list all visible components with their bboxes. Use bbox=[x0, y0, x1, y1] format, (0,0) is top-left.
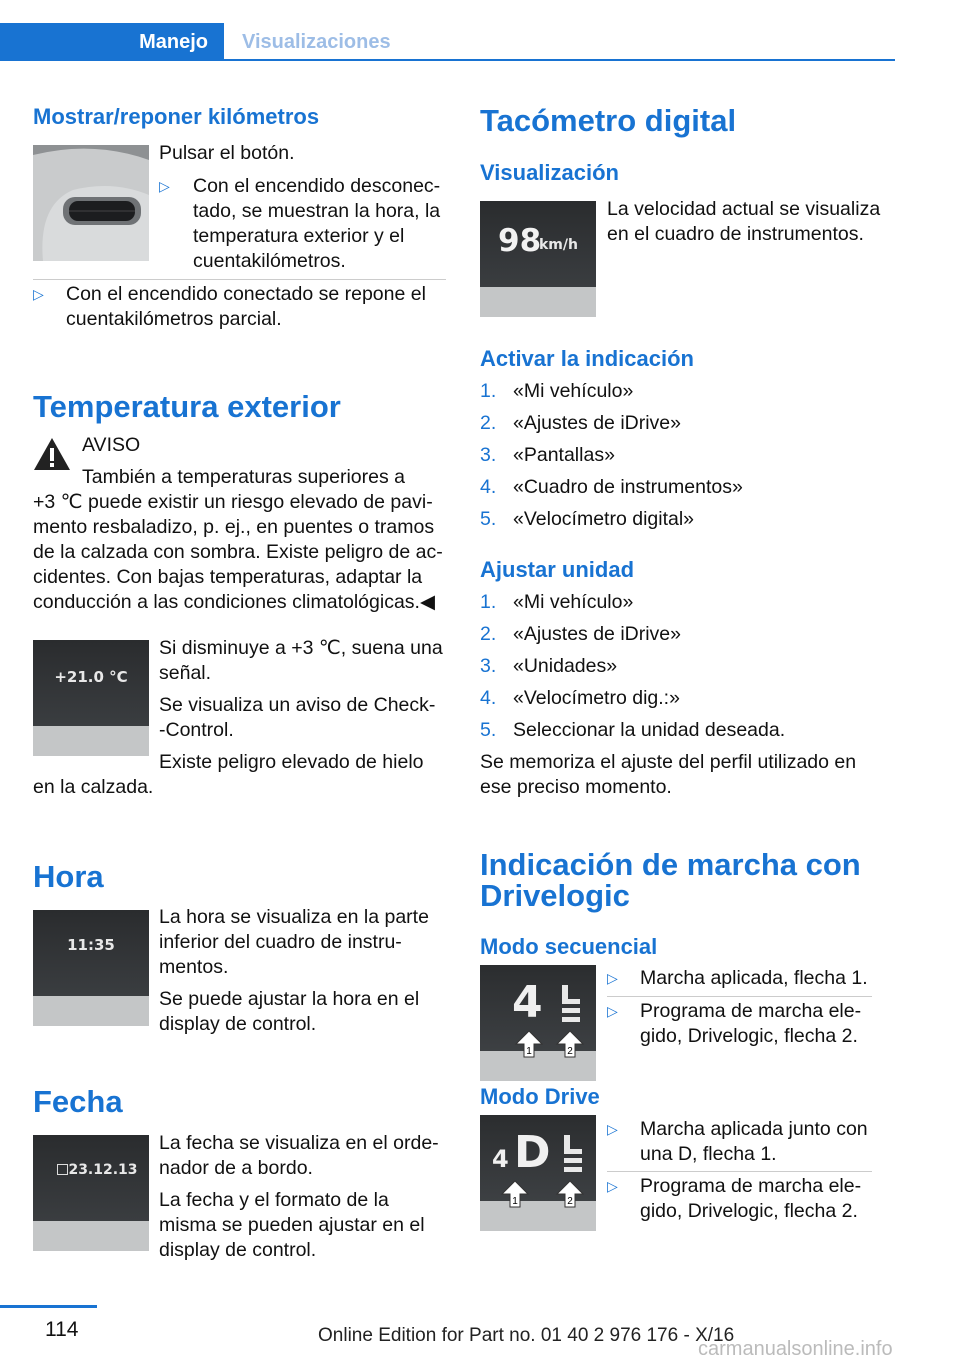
drivelogic-bars-icon bbox=[560, 983, 584, 1023]
bullet-line: temperatura exterior y el bbox=[193, 225, 405, 247]
tab-visualizaciones[interactable]: Visualizaciones bbox=[242, 31, 391, 53]
tacometro-title: Tacómetro digital bbox=[480, 103, 737, 138]
bullet-line: Con el encendido desconec- bbox=[193, 175, 441, 197]
triangle-bullet-icon: ▷ bbox=[607, 1003, 618, 1019]
bullet-line: cuentakilómetros. bbox=[193, 250, 346, 272]
arrow-1-icon bbox=[514, 1029, 544, 1059]
temp-text-line: señal. bbox=[159, 662, 212, 684]
speed-unit: km/h bbox=[539, 237, 578, 253]
activar-title: Activar la indicación bbox=[480, 346, 694, 371]
marcha-title-line2: Drivelogic bbox=[480, 878, 630, 913]
tab-manejo[interactable]: Manejo bbox=[0, 23, 224, 61]
drivelogic-bars-icon bbox=[562, 1133, 586, 1173]
arrow-2-icon bbox=[555, 1029, 585, 1059]
triangle-bullet-icon: ▷ bbox=[607, 970, 618, 986]
aviso-line: mento resbaladizo, p. ej., en puentes o tramos bbox=[33, 516, 435, 538]
aviso-line: cidentes. Con bajas temperaturas, adaptar la bbox=[33, 566, 423, 588]
hora-text-line: Se puede ajustar la hora en el bbox=[159, 988, 420, 1010]
speed-display-image bbox=[480, 201, 596, 317]
arrow-label-2: 2 bbox=[567, 1196, 573, 1207]
watermark: carmanualsonline.info bbox=[698, 1338, 893, 1360]
visual-text-line: en el cuadro de instrumentos. bbox=[607, 223, 864, 245]
divider bbox=[607, 1171, 872, 1172]
memoriza-line: Se memoriza el ajuste del perfil utilizado en bbox=[480, 751, 857, 773]
bullet-line: Programa de marcha ele‐ bbox=[640, 1000, 862, 1022]
gear-letter: D bbox=[514, 1127, 551, 1178]
gear-number: 4 bbox=[512, 977, 543, 1028]
divider bbox=[607, 996, 872, 997]
hora-text-line: La hora se visualiza en la parte bbox=[159, 906, 429, 928]
drive-title: Modo Drive bbox=[480, 1084, 600, 1109]
hora-text-line: display de control. bbox=[159, 1013, 317, 1035]
hora-title: Hora bbox=[33, 859, 104, 894]
triangle-bullet-icon: ▷ bbox=[607, 1121, 618, 1137]
gear-small-number: 4 bbox=[492, 1145, 509, 1173]
marcha-title-line1: Indicación de marcha con bbox=[480, 847, 861, 882]
tab-underline bbox=[224, 59, 895, 61]
temp-text-line: en la calzada. bbox=[33, 776, 154, 798]
fecha-text-line: misma se pueden ajustar en el bbox=[159, 1214, 425, 1236]
date-value: 23.12.13 bbox=[68, 1162, 138, 1178]
bullet-line: Marcha aplicada junto con bbox=[640, 1118, 868, 1140]
bullet-line: gido, Drivelogic, flecha 2. bbox=[640, 1200, 858, 1222]
mostrar-title: Mostrar/reponer kilómetros bbox=[33, 104, 320, 129]
date-display-image bbox=[33, 1135, 149, 1251]
temperature-display-image bbox=[33, 640, 149, 756]
footer-accent-line bbox=[0, 1305, 97, 1308]
visual-text-line: La velocidad actual se visualiza bbox=[607, 198, 881, 220]
secuencial-title: Modo secuencial bbox=[480, 934, 658, 959]
triangle-bullet-icon: ▷ bbox=[607, 1178, 618, 1194]
triangle-bullet-icon: ▷ bbox=[33, 286, 44, 302]
aviso-line: conducción a las condiciones climatológicas.◀ bbox=[33, 591, 435, 613]
warning-icon bbox=[33, 436, 71, 472]
ajustar-title: Ajustar unidad bbox=[480, 557, 635, 582]
mostrar-text: Pulsar el botón. bbox=[159, 142, 295, 164]
triangle-bullet-icon: ▷ bbox=[159, 178, 170, 194]
button-icon bbox=[33, 145, 149, 261]
temperatura-title: Temperatura exterior bbox=[33, 389, 341, 424]
bullet-line: Marcha aplicada, flecha 1. bbox=[640, 967, 868, 989]
visualizacion-title: Visualización bbox=[480, 160, 619, 185]
fecha-text-line: display de control. bbox=[159, 1239, 317, 1261]
drive-gear-image bbox=[480, 1115, 596, 1231]
speed-value: 98 bbox=[498, 223, 542, 259]
bullet-line: Programa de marcha ele‐ bbox=[640, 1175, 862, 1197]
aviso-line: de la calzada con sombra. Existe peligro de ac‐ bbox=[33, 541, 443, 563]
temperature-value: +21.0 °C bbox=[54, 668, 128, 686]
memoriza-line: ese preciso momento. bbox=[480, 776, 672, 798]
temp-text-line: Existe peligro elevado de hielo bbox=[159, 751, 424, 773]
arrow-label-2: 2 bbox=[567, 1046, 573, 1057]
hora-text-line: inferior del cuadro de instru‐ bbox=[159, 931, 402, 953]
sequential-gear-image bbox=[480, 965, 596, 1081]
edition-text: Online Edition for Part no. 01 40 2 976 176 - X/16 bbox=[318, 1325, 735, 1346]
bullet-line: Con el encendido conectado se repone el bbox=[66, 283, 426, 305]
bullet-line: una D, flecha 1. bbox=[640, 1143, 777, 1165]
fecha-title: Fecha bbox=[33, 1084, 123, 1119]
temp-text-line: Se visualiza un aviso de Check‐ bbox=[159, 694, 436, 716]
arrow-2-icon bbox=[555, 1179, 585, 1209]
arrow-label-1: 1 bbox=[526, 1046, 532, 1057]
button-image bbox=[33, 145, 149, 261]
fecha-text-line: nador de a bordo. bbox=[159, 1157, 313, 1179]
hora-text-line: mentos. bbox=[159, 956, 229, 978]
bullet-line: gido, Drivelogic, flecha 2. bbox=[640, 1025, 858, 1047]
temp-text-line: Si disminuye a +3 ℃, suena una bbox=[159, 637, 443, 659]
fecha-text-line: La fecha se visualiza en el orde‐ bbox=[159, 1132, 439, 1154]
fecha-text-line: La fecha y el formato de la bbox=[159, 1189, 389, 1211]
arrow-label-1: 1 bbox=[512, 1196, 518, 1207]
bullet-line: cuentakilómetros parcial. bbox=[66, 308, 282, 330]
divider bbox=[33, 279, 446, 280]
clock-display-image bbox=[33, 910, 149, 1026]
temp-text-line: ‐Control. bbox=[159, 719, 234, 741]
aviso-label: AVISO bbox=[82, 434, 141, 456]
header-tabs bbox=[0, 23, 895, 61]
aviso-line: +3 ℃ puede existir un riesgo elevado de pavi‐ bbox=[33, 491, 433, 513]
aviso-line: También a temperaturas superiores a bbox=[82, 466, 405, 488]
arrow-1-icon bbox=[500, 1179, 530, 1209]
clock-value: 11:35 bbox=[67, 936, 115, 954]
page-number: 114 bbox=[45, 1318, 79, 1341]
bullet-line: tado, se muestran la hora, la bbox=[193, 200, 441, 222]
